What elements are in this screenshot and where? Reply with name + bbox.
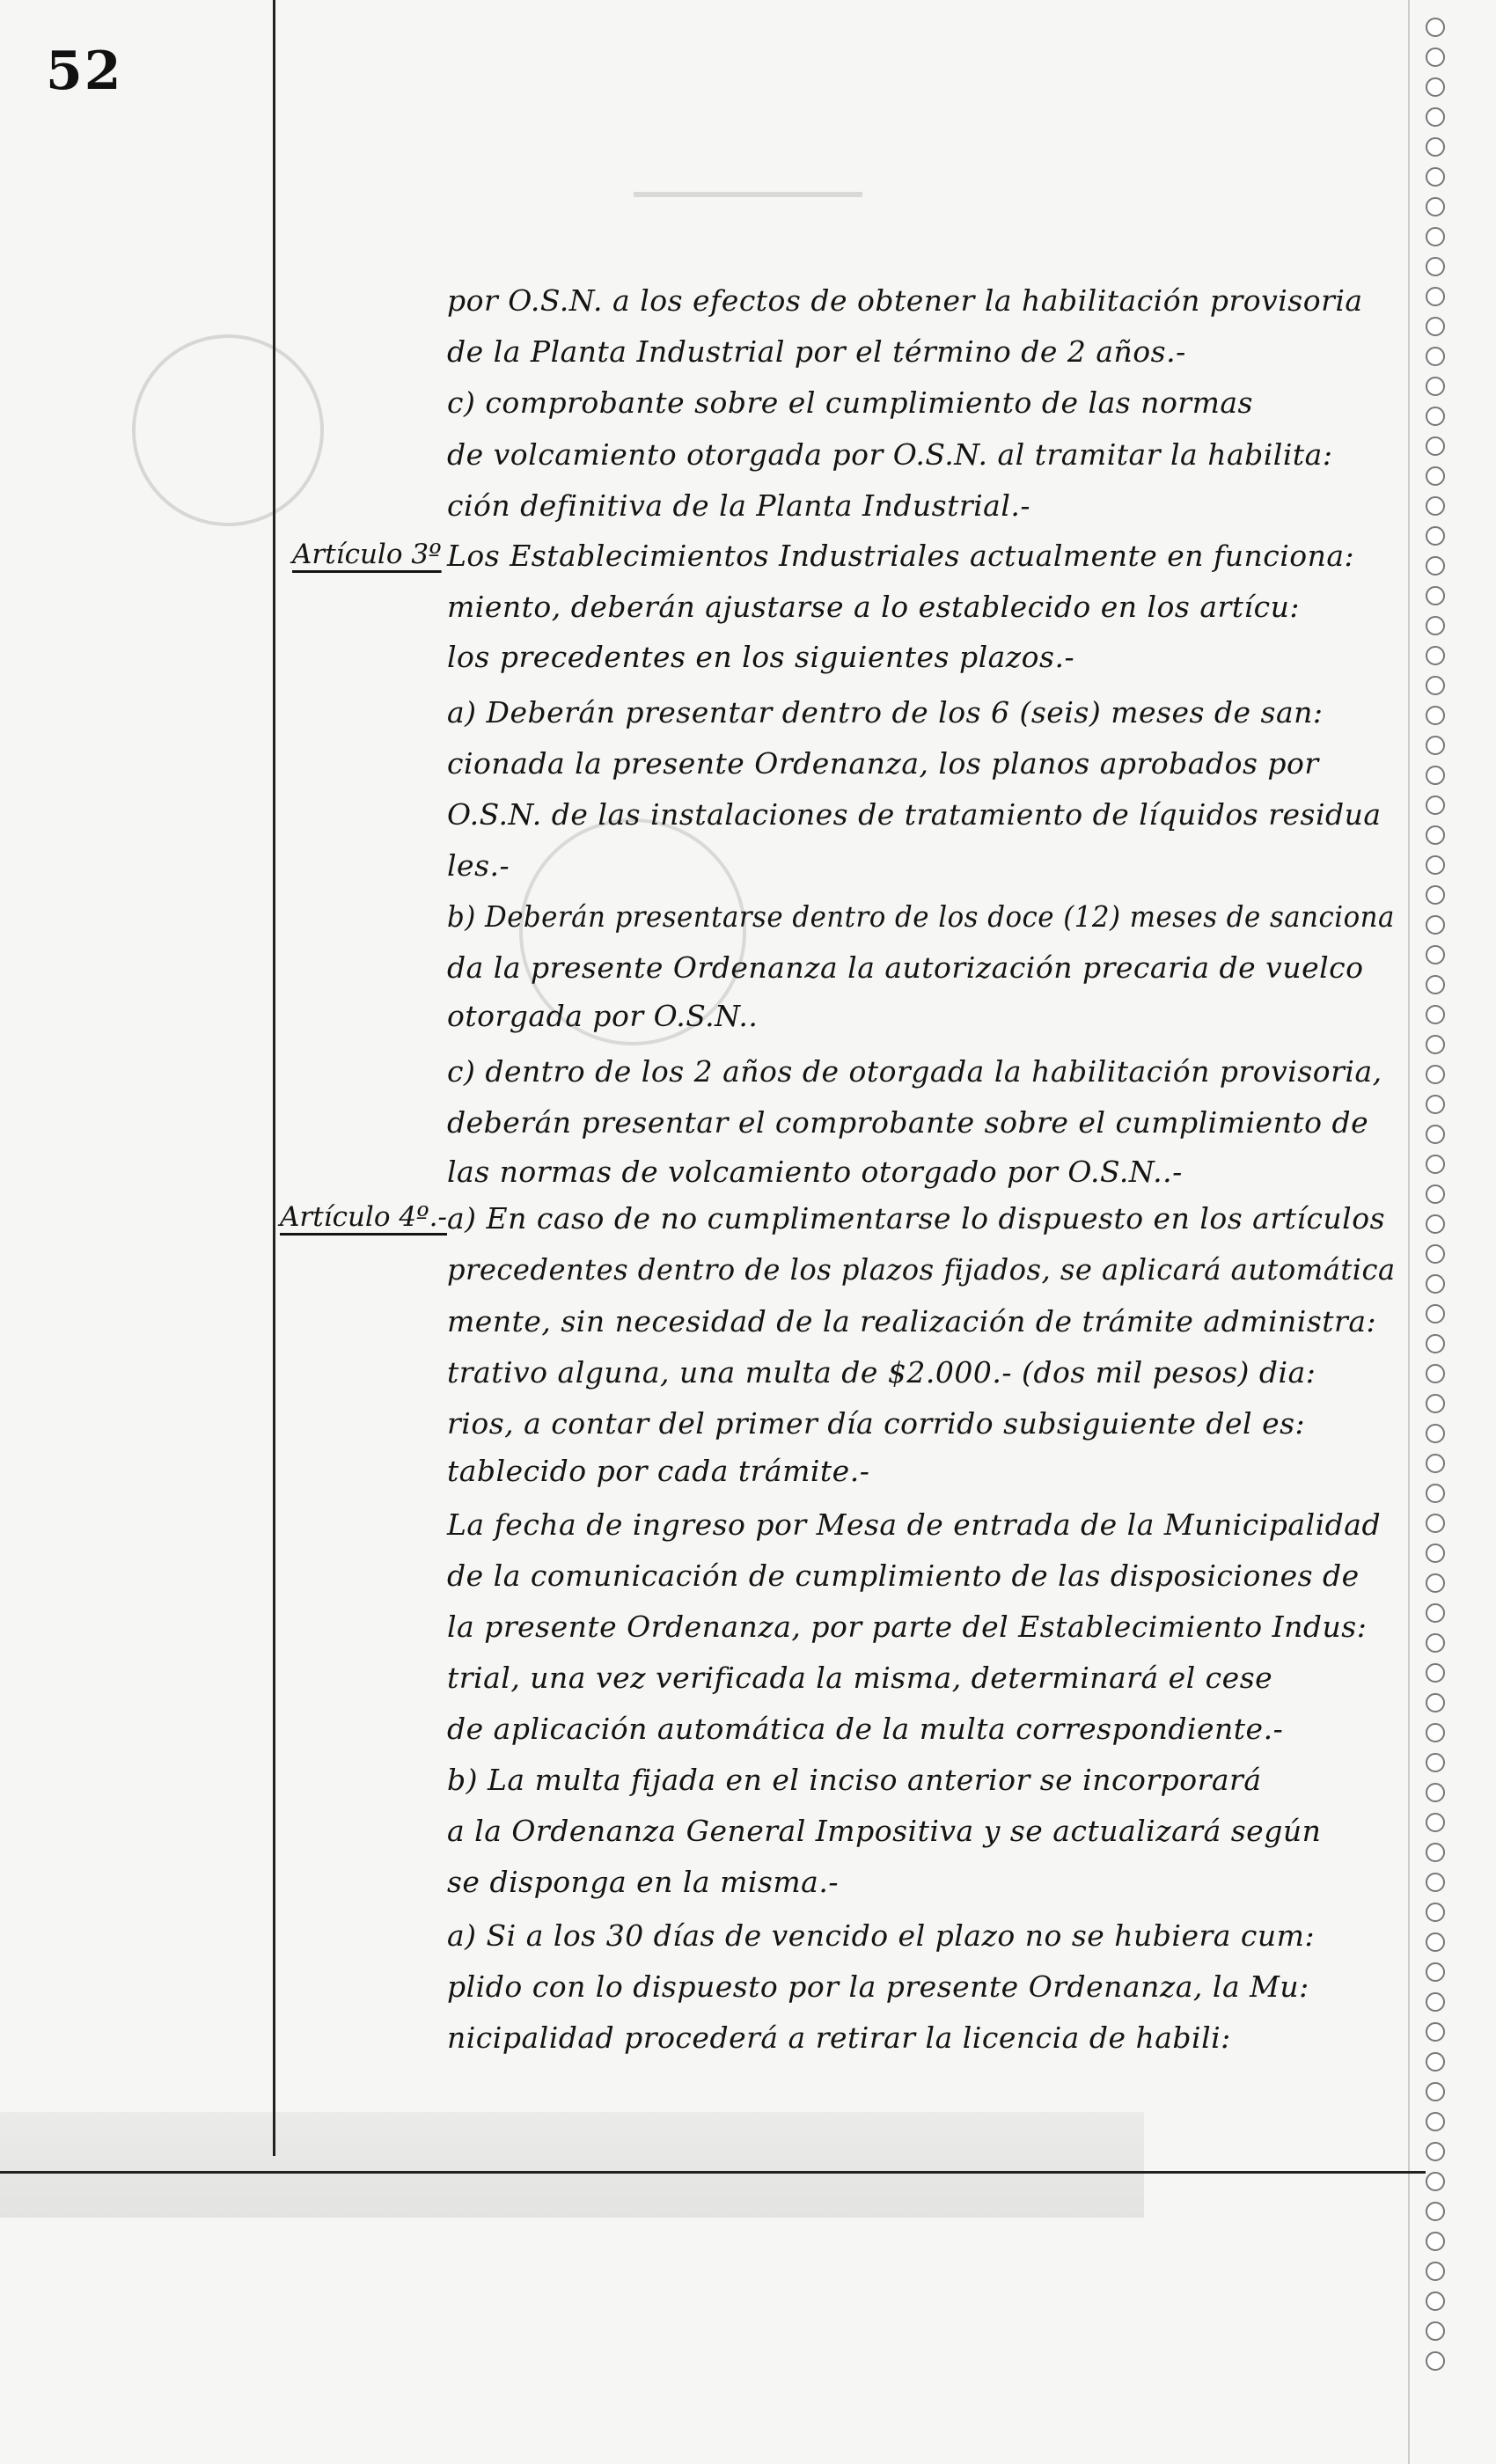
binding-hole	[1426, 1663, 1445, 1683]
binding-hole	[1426, 1184, 1445, 1204]
binding-hole	[1426, 107, 1445, 127]
binding-hole	[1426, 1873, 1445, 1892]
binding-hole	[1426, 1723, 1445, 1742]
binding-hole	[1426, 197, 1445, 216]
binding-hole	[1426, 1992, 1445, 2012]
text-line: los precedentes en los siguientes plazos.-	[447, 640, 1075, 674]
text-line: precedentes dentro de los plazos fijados, se aplicará automática	[447, 1252, 1396, 1287]
binding-hole	[1426, 1304, 1445, 1324]
binding-hole	[1426, 1813, 1445, 1832]
binding-hole	[1426, 317, 1445, 336]
text-line: a) En caso de no cumplimentarse lo dispuesto en los artículos	[447, 1201, 1386, 1236]
text-line: plido con lo dispuesto por la presente Ordenanza, la Mu:	[447, 1969, 1309, 2004]
text-line: O.S.N. de las instalaciones de tratamiento de líquidos residua	[447, 797, 1382, 832]
binding-hole	[1426, 2232, 1445, 2251]
binding-hole	[1426, 407, 1445, 426]
text-line: ción definitiva de la Planta Industrial.-	[447, 488, 1031, 523]
binding-hole	[1426, 1454, 1445, 1473]
binding-hole	[1426, 1065, 1445, 1084]
binding-hole	[1426, 1035, 1445, 1054]
binding-hole	[1426, 167, 1445, 187]
text-line: nicipalidad procederá a retirar la licencia de habili:	[447, 2020, 1231, 2055]
binding-hole	[1426, 1394, 1445, 1413]
text-line: por O.S.N. a los efectos de obtener la habilitación provisoria	[447, 283, 1363, 318]
bottom-rule	[0, 2171, 1426, 2174]
binding-hole	[1426, 2022, 1445, 2042]
text-line: trativo alguna, una multa de $2.000.- (dos mil pesos) dia:	[447, 1355, 1316, 1390]
binding-edge	[1408, 0, 1410, 2464]
binding-hole	[1426, 1514, 1445, 1533]
binding-hole	[1426, 1125, 1445, 1144]
text-line: c) comprobante sobre el cumplimiento de las normas	[447, 385, 1253, 420]
binding-hole	[1426, 1962, 1445, 1982]
binding-hole	[1426, 2262, 1445, 2281]
binding-hole	[1426, 855, 1445, 875]
binding-hole	[1426, 1244, 1445, 1264]
binding-hole	[1426, 1095, 1445, 1114]
text-line: tablecido por cada trámite.-	[447, 1454, 870, 1488]
binding-hole	[1426, 137, 1445, 157]
text-line: mente, sin necesidad de la realización de trámite administra:	[447, 1304, 1377, 1338]
bleed-through-emblem	[132, 334, 324, 526]
binding-hole	[1426, 496, 1445, 516]
text-line: a) Si a los 30 días de vencido el plazo no se hubiera cum:	[447, 1918, 1316, 1953]
binding-hole	[1426, 1573, 1445, 1593]
text-line: de la Planta Industrial por el término de 2 años.-	[447, 334, 1186, 369]
binding-hole	[1426, 1783, 1445, 1802]
binding-hole	[1426, 676, 1445, 695]
binding-hole	[1426, 1274, 1445, 1294]
binding-hole	[1426, 1693, 1445, 1712]
binding-hole	[1426, 1603, 1445, 1623]
text-line: de aplicación automática de la multa correspondiente.-	[447, 1712, 1284, 1746]
binding-hole	[1426, 1005, 1445, 1024]
binding-hole	[1426, 2351, 1445, 2371]
binding-hole	[1426, 915, 1445, 935]
binding-hole	[1426, 975, 1445, 994]
binding-hole	[1426, 1155, 1445, 1174]
binding-hole	[1426, 1334, 1445, 1353]
margin-rule	[273, 0, 275, 2156]
page-number: 52	[46, 40, 123, 102]
binding-hole	[1426, 436, 1445, 456]
binding-hole	[1426, 1544, 1445, 1563]
text-line: les.-	[447, 848, 510, 883]
text-line: da la presente Ordenanza la autorización precaria de vuelco	[447, 950, 1364, 985]
binding-hole	[1426, 2172, 1445, 2191]
binding-hole	[1426, 2202, 1445, 2221]
binding-hole	[1426, 1753, 1445, 1772]
binding-hole	[1426, 18, 1445, 37]
binding-hole	[1426, 825, 1445, 845]
binding-hole	[1426, 2142, 1445, 2161]
text-line: c) dentro de los 2 años de otorgada la habilitación provisoria,	[447, 1054, 1382, 1089]
binding-hole	[1426, 77, 1445, 97]
binding-hole	[1426, 377, 1445, 396]
binding-hole	[1426, 2082, 1445, 2101]
text-line: de volcamiento otorgada por O.S.N. al tramitar la habilita:	[447, 437, 1333, 472]
text-line: las normas de volcamiento otorgado por O.S.N..-	[447, 1155, 1183, 1189]
text-line: otorgada por O.S.N..	[447, 999, 759, 1033]
text-line: Los Establecimientos Industriales actualmente en funciona:	[447, 539, 1355, 573]
binding-hole	[1426, 227, 1445, 246]
binding-hole	[1426, 287, 1445, 306]
text-line: trial, una vez verificada la misma, determinará el cese	[447, 1661, 1273, 1695]
binding-hole	[1426, 1214, 1445, 1234]
article-3-label: Artículo 3º	[292, 539, 442, 570]
binding-hole	[1426, 616, 1445, 635]
binding-hole	[1426, 1424, 1445, 1443]
binding-hole	[1426, 736, 1445, 755]
binding-hole	[1426, 1364, 1445, 1383]
bleed-through-band	[0, 2112, 1144, 2218]
binding-hole	[1426, 2052, 1445, 2072]
text-line: La fecha de ingreso por Mesa de entrada de la Municipalidad	[447, 1507, 1382, 1542]
text-line: a la Ordenanza General Impositiva y se actualizará según	[447, 1814, 1322, 1848]
text-line: b) La multa fijada en el inciso anterior se incorporará	[447, 1763, 1262, 1797]
binding-hole	[1426, 1932, 1445, 1952]
binding-hole	[1426, 885, 1445, 905]
binding-hole	[1426, 796, 1445, 815]
binding-hole	[1426, 347, 1445, 366]
text-line: b) Deberán presentarse dentro de los doce (12) meses de sanciona	[447, 899, 1395, 934]
binding-hole	[1426, 766, 1445, 785]
binding-hole	[1426, 556, 1445, 576]
text-line: miento, deberán ajustarse a lo establecido en los artícu:	[447, 590, 1300, 624]
binding-hole	[1426, 706, 1445, 725]
binding-hole	[1426, 526, 1445, 546]
text-line: rios, a contar del primer día corrido subsiguiente del es:	[447, 1406, 1306, 1441]
binding-hole	[1426, 466, 1445, 486]
binding-hole	[1426, 1484, 1445, 1503]
binding-hole	[1426, 646, 1445, 665]
binding-holes	[1419, 18, 1454, 2394]
binding-hole	[1426, 2112, 1445, 2131]
text-line: cionada la presente Ordenanza, los planos aprobados por	[447, 746, 1319, 781]
binding-hole	[1426, 1903, 1445, 1922]
text-line: se disponga en la misma.-	[447, 1865, 839, 1899]
binding-hole	[1426, 1843, 1445, 1862]
binding-hole	[1426, 586, 1445, 605]
binding-hole	[1426, 257, 1445, 276]
binding-hole	[1426, 945, 1445, 964]
bleed-through-header	[634, 192, 862, 197]
binding-hole	[1426, 2321, 1445, 2341]
text-line: a) Deberán presentar dentro de los 6 (seis) meses de san:	[447, 695, 1324, 730]
text-line: de la comunicación de cumplimiento de las disposiciones de	[447, 1558, 1360, 1593]
text-line: deberán presentar el comprobante sobre el cumplimiento de	[447, 1105, 1369, 1140]
text-line: la presente Ordenanza, por parte del Establecimiento Indus:	[447, 1610, 1368, 1644]
article-4-label: Artículo 4º.-	[280, 1201, 447, 1233]
binding-hole	[1426, 2292, 1445, 2311]
binding-hole	[1426, 1633, 1445, 1653]
binding-hole	[1426, 48, 1445, 67]
